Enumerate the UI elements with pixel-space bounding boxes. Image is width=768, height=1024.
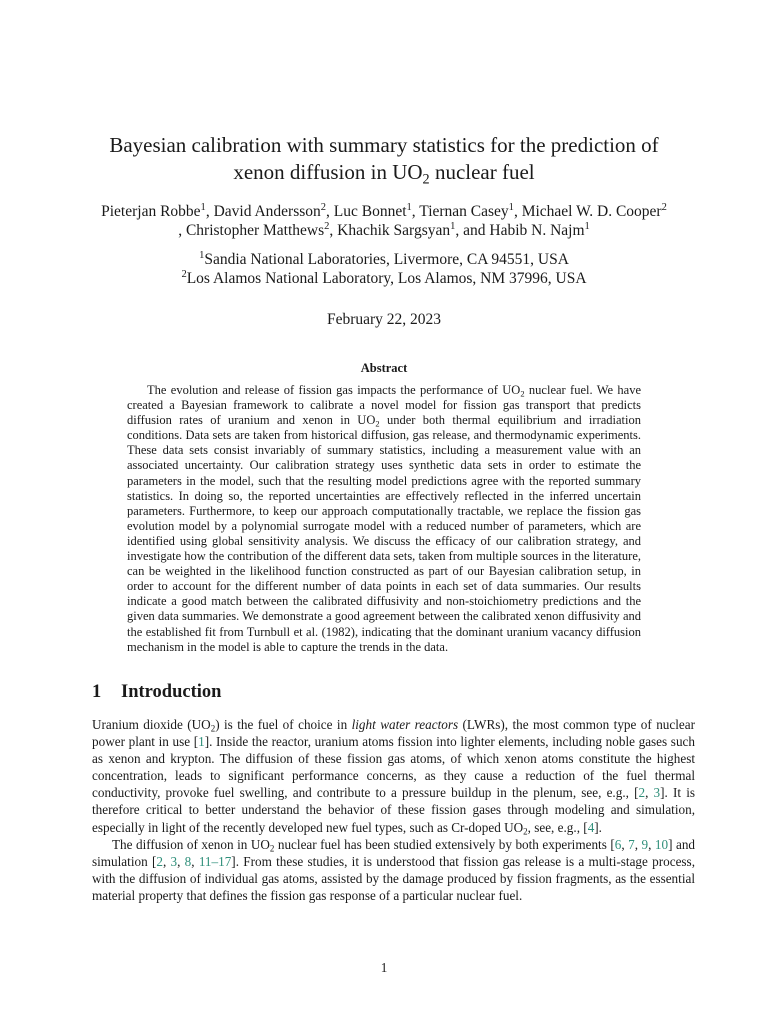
abstract-text: The evolution and release of fission gas impacts the performance of UO xyxy=(147,383,521,397)
affiliation-mark: 1 xyxy=(200,202,206,214)
affiliation-mark: 1 xyxy=(199,250,205,262)
title-text: xenon diffusion in UO xyxy=(233,160,423,184)
subscript: 2 xyxy=(210,723,216,734)
abstract-text: nuclear fuel. We have created a Bayesian framework to calibrate a novel model for fission gas transport that predicts diffusion rates of uranium and xenon in UO xyxy=(127,383,641,428)
citation-link[interactable]: 3 xyxy=(653,785,661,801)
citation-separator: , xyxy=(191,853,199,869)
paragraph xyxy=(92,836,695,904)
affiliation-mark: 1 xyxy=(584,221,590,233)
citation-link[interactable]: 4 xyxy=(587,819,595,835)
title-subscript: 2 xyxy=(422,171,430,188)
body-text: ]. From these studies, it is understood that fission gas release is a multi-stage process, with the diffusion of individual gas atoms, assisted by the damage produced by fission fragments, as the essential material property that defines the fission gas response of a particular nuclear fuel. xyxy=(92,853,695,903)
affiliation-mark: 2 xyxy=(181,269,187,281)
author-name: , Michael W. D. Cooper xyxy=(513,203,662,220)
abstract-text: under both thermal equilibrium and irradiation conditions. Data sets are taken from historical diffusion, gas release, and thermodynamic experiments. These data sets consist invariably of summary statistics, including a measurement value with an associated uncertainty. Our calibration strategy uses synthetic data sets in order to estimate the parameters in the model, such that the resulting model predictions agree with the reported summary statistics. In doing so, the reported uncertainties are effectively reflected in the inferred uncertain parameters. Furthermore, to keep our approach computationally tractable, we replace the fission gas evolution model by a polynomial surrogate model with a reduced number of parameters, which are identified using global sensitivity analysis. We discuss the efficacy of our calibration strategy, and investigate how the contribution of the different data sets, taken from multiple sources in the literature, can be weighted in the likelihood function constructed as part of our Bayesian calibration setup, in order to account for the different number of data points in each set of data summaries. Our results indicate a good match between the calibrated diffusivity and non-stoichiometry predictions and the given data summaries. We demonstrate a good agreement between the calibrated xenon diffusivity and the established fit from Turnbull et al. (1982), indicating that the dominant uranium vacancy diffusion mechanism in the model is able to capture the trends in the data. xyxy=(127,413,641,654)
affiliation-mark: 2 xyxy=(320,202,327,214)
body-text: ]. It is therefore critical to better understand the behavior of these fission gases through modeling and simulation, especially in light of the recently developed new fuel types, such as Cr-doped UO xyxy=(92,785,695,835)
citation-link[interactable]: 1 xyxy=(198,734,205,750)
paragraph xyxy=(92,716,695,836)
publication-date: February 22, 2023 xyxy=(326,311,442,328)
author-name: , Tiernan Casey xyxy=(411,203,509,220)
page-number: 1 xyxy=(380,960,388,975)
affiliations xyxy=(60,250,708,288)
citation-link[interactable]: 9 xyxy=(641,836,649,852)
citation-link[interactable]: 7 xyxy=(628,836,635,852)
title-line-1: Bayesian calibration with summary statistics for the prediction of xyxy=(109,133,659,157)
body-text: ] and simulation [ xyxy=(92,836,696,869)
citation-link[interactable]: 2 xyxy=(638,785,646,801)
author-name: , Luc Bonnet xyxy=(326,203,407,220)
body-text: ]. xyxy=(594,819,602,835)
citation-separator: , xyxy=(645,785,654,801)
author-name: , Khachik Sargsyan xyxy=(329,222,451,239)
subscript: 2 xyxy=(523,826,528,837)
citation-separator: , xyxy=(621,836,629,852)
body-text: ]. Inside the reactor, uranium atoms fission into lighter elements, including noble gases such as xenon and krypton. The diffusion of these fission gas atoms, of which xenon atoms constitute the highest concentration, leads to significant performance concerns, as they cause a reduction of the fuel thermal conductivity, provoke fuel swelling, and contribute to a pressure buildup in the plenum, see, e.g., [ xyxy=(92,734,695,801)
author-name: Pieterjan Robbe xyxy=(101,203,201,220)
citation-separator: , xyxy=(162,853,171,869)
title-text: nuclear fuel xyxy=(429,160,535,184)
citation-link[interactable]: 2 xyxy=(156,853,163,869)
body-text: nuclear fuel has been studied extensively by both experiments [ xyxy=(274,836,615,852)
citation-separator: , xyxy=(634,836,642,852)
section-title: Introduction xyxy=(121,682,222,702)
citation-link[interactable]: 3 xyxy=(170,853,178,869)
subscript: 2 xyxy=(269,843,275,854)
citation-link[interactable]: 10 xyxy=(654,836,669,852)
abstract-heading: Abstract xyxy=(360,361,408,375)
affiliation-mark: 1 xyxy=(450,221,456,233)
affiliation-mark: 2 xyxy=(661,202,667,214)
body-text: Uranium dioxide (UO xyxy=(92,717,211,732)
abstract-body xyxy=(127,383,641,655)
body-text: (LWRs), the most common type of nuclear power plant in use [ xyxy=(92,717,695,750)
body-text: ) is the fuel of choice in xyxy=(215,717,352,732)
author-list xyxy=(60,202,708,240)
emphasis-text: light water reactors xyxy=(351,717,459,732)
subscript: 2 xyxy=(375,418,380,429)
citation-link[interactable]: 8 xyxy=(184,853,192,869)
author-name: , Christopher Matthews xyxy=(178,222,325,239)
citation-separator: , xyxy=(177,853,185,869)
affiliation-mark: 1 xyxy=(406,202,412,214)
section-heading xyxy=(92,682,221,703)
affiliation-mark: 1 xyxy=(508,202,514,214)
subscript: 2 xyxy=(520,388,525,399)
citation-link[interactable]: 11–17 xyxy=(198,853,232,869)
paper-title xyxy=(60,132,708,186)
body-text: , see, e.g., [ xyxy=(527,819,588,835)
affiliation-mark: 2 xyxy=(324,221,330,233)
affiliation xyxy=(60,250,708,269)
introduction-body xyxy=(92,716,695,904)
section-number: 1 xyxy=(92,682,102,702)
title-line-2 xyxy=(60,159,708,186)
affiliation-text: Sandia National Laboratories, Livermore, CA 94551, USA xyxy=(204,251,569,268)
author-name: , David Andersson xyxy=(205,203,321,220)
citation-link[interactable]: 6 xyxy=(614,836,622,852)
citation-separator: , xyxy=(648,836,655,852)
author-name: , and Habib N. Najm xyxy=(455,222,585,239)
affiliation xyxy=(60,269,708,288)
affiliation-text: Los Alamos National Laboratory, Los Alamos, NM 37996, USA xyxy=(186,270,587,287)
body-text: The diffusion of xenon in UO xyxy=(112,836,270,852)
